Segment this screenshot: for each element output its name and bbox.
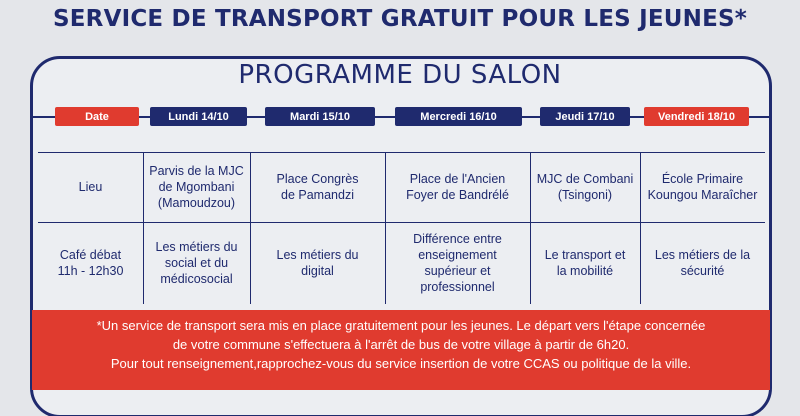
row-label-cafe-debat: Café débat 11h - 12h30: [57, 248, 124, 278]
cell-debat-monday: Les métiers du social et du médicosocial: [155, 240, 238, 286]
cell-debat-thursday: Le transport et la mobilité: [544, 248, 626, 278]
programme-title: PROGRAMME DU SALON: [238, 60, 562, 90]
cell-debat-friday: Les métiers de la sécurité: [654, 248, 751, 278]
day-header-friday: Vendredi 18/10: [644, 107, 749, 126]
cell-lieu-tuesday: Place Congrès de Pamandzi: [276, 172, 359, 202]
day-header-wednesday: Mercredi 16/10: [395, 107, 522, 126]
cell-lieu-wednesday: Place de l'Ancien Foyer de Bandrélé: [406, 172, 509, 202]
row-label-lieu: Lieu: [78, 180, 103, 194]
transport-note: *Un service de transport sera mis en place gratuitement pour les jeunes. Le départ vers l'étape concernée de votre commune s'effectuera à l'arrêt de bus de votre village à partir de 6h20. Pour tout renseignement,rapprochez-vous du service insertion de votre CCAS ou politique de la ville.: [32, 310, 770, 390]
cell-lieu-friday: École Primaire Koungou Maraîcher: [647, 172, 758, 202]
date-header: Date: [55, 107, 139, 126]
cell-debat-wednesday: Différence entre enseignement supérieur et professionnel: [413, 232, 502, 294]
day-header-monday: Lundi 14/10: [150, 107, 247, 126]
cell-debat-tuesday: Les métiers du digital: [276, 248, 359, 278]
page-title: SERVICE DE TRANSPORT GRATUIT POUR LES JEUNES*: [52, 6, 747, 32]
cell-lieu-thursday: MJC de Combani (Tsingoni): [536, 172, 634, 202]
day-header-tuesday: Mardi 15/10: [265, 107, 375, 126]
day-header-thursday: Jeudi 17/10: [540, 107, 630, 126]
cell-lieu-monday: Parvis de la MJC de Mgombani (Mamoudzou): [149, 164, 244, 210]
